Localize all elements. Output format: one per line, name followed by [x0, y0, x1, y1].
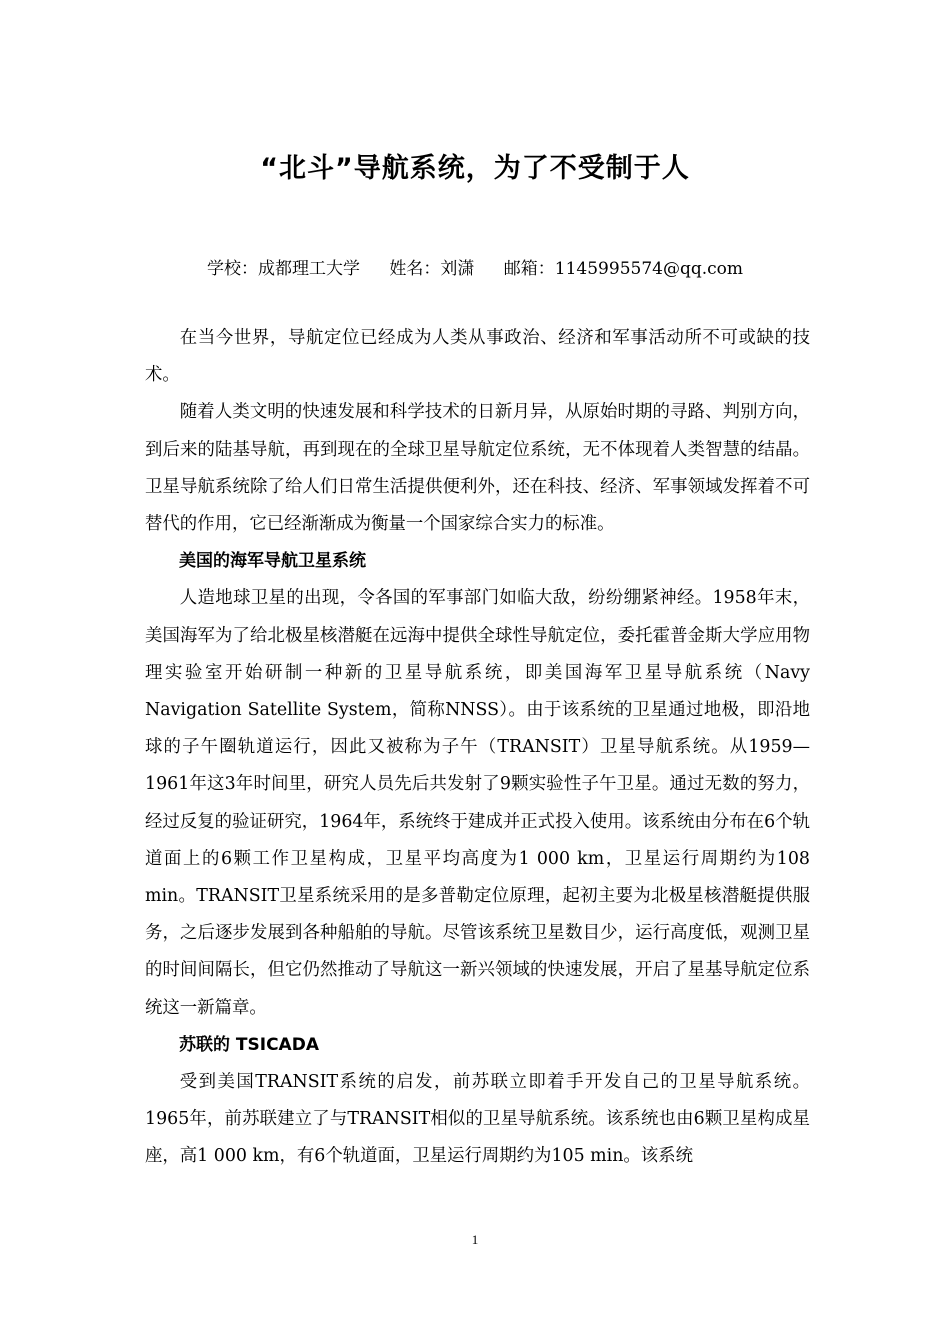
page-number: 1: [471, 1232, 479, 1247]
section-paragraph-ussr: 受到美国TRANSIT系统的启发，前苏联立即着手开发自己的卫星导航系统。1965年，前苏联建立了与TRANSIT相似的卫星导航系统。该系统也由6颗卫星构成星座，高1 000 km，有6个轨道面，卫星运行周期约为105 min。该系统: [145, 1072, 810, 1167]
byline-name: 姓名：刘潇: [389, 259, 475, 279]
intro-paragraph-2: 随着人类文明的快速发展和科学技术的日新月异，从原始时期的寻路、判别方向，到后来的陆基导航，再到现在的全球卫星导航定位系统，无不体现着人类智慧的结晶。卫星导航系统除了给人们日常生活提供便利外，还在科技、经济、军事领域发挥着不可替代的作用，它已经渐渐成为衡量一个国家综合实力的标准。: [145, 402, 810, 535]
section-paragraph-us-navy: 人造地球卫星的出现，令各国的军事部门如临大敌，纷纷绷紧神经。1958年末，美国海军为了给北极星核潜艇在远海中提供全球性导航定位，委托霍普金斯大学应用物理实验室开始研制一种新的卫星导航系统，即美国海军卫星导航系统（Navy Navigation Satellite System，简称NNSS）。由于该系统的卫星通过地极，即沿地球的子午圈轨道运行，因此又被称为子午（TRANSIT）卫星导航系统。从1959—1961年这3年时间里，研究人员先后共发射了9颗实验性子午卫星。通过无数的努力，经过反复的验证研究，1964年，系统终于建成并正式投入使用。该系统由分布在6个轨道面上的6颗工作卫星构成，卫星平均高度为1 000 km，卫星运行周期约为108 min。TRANSIT卫星系统采用的是多普勒定位原理，起初主要为北极星核潜艇提供服务，之后逐步发展到各种船舶的导航。尽管该系统卫星数目少，运行高度低，观测卫星的时间间隔长，但它仍然推动了导航这一新兴领域的快速发展，开启了星基导航定位系统这一新篇章。: [145, 588, 810, 1018]
byline-school: 学校：成都理工大学: [206, 259, 360, 279]
section-heading-us-navy: 美国的海军导航卫星系统: [179, 551, 366, 572]
intro-paragraph-1: 在当今世界，导航定位已经成为人类从事政治、经济和军事活动所不可或缺的技术。: [145, 328, 810, 386]
byline-email: 邮箱：1145995574@qq.com: [503, 259, 744, 279]
document-body: [145, 320, 810, 1176]
section-heading-ussr: 苏联的 TSICADA: [179, 1034, 319, 1055]
author-byline: [0, 254, 950, 279]
document-title: “北斗”导航系统，为了不受制于人: [260, 153, 690, 184]
